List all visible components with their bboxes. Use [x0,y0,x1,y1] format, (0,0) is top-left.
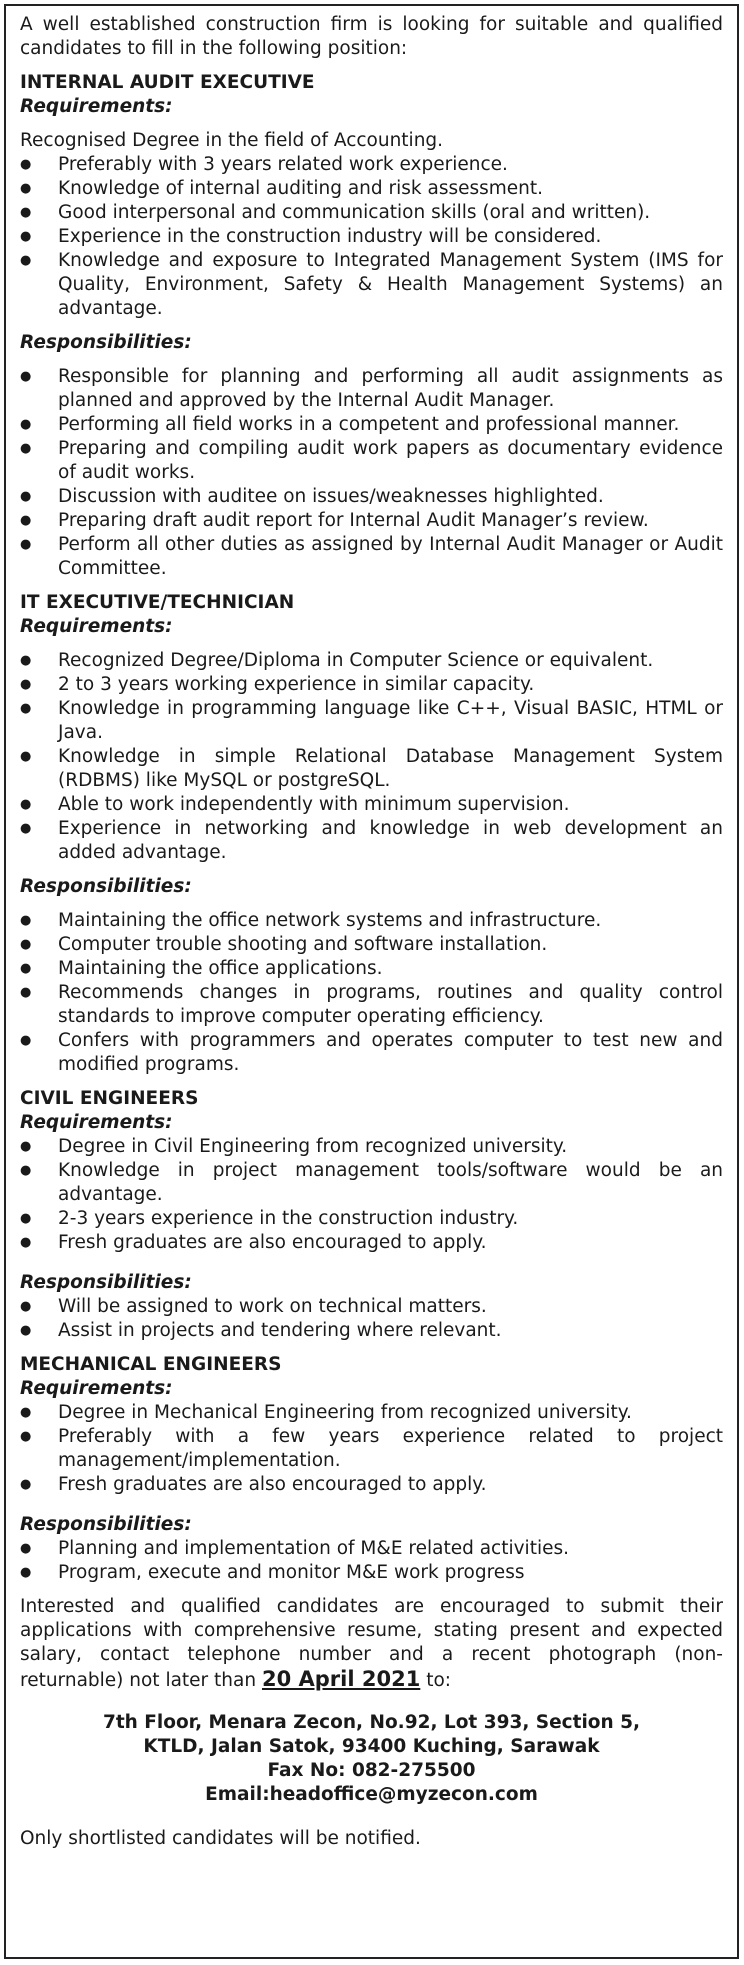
list-item: ● Assist in projects and tendering where relevant. [20,1319,723,1343]
list-item: ● 2-3 years experience in the construction industry. [20,1207,723,1231]
list-item: ● Discussion with auditee on issues/weaknesses highlighted. [20,485,723,509]
list-item: ● Preferably with 3 years related work experience. [20,153,723,177]
position-title: INTERNAL AUDIT EXECUTIVE [20,72,315,93]
requirements-list [20,1135,723,1255]
position-title: CIVIL ENGINEERS [20,1088,199,1109]
list-item: ● Degree in Mechanical Engineering from recognized university. [20,1401,723,1425]
list-item: ● Good interpersonal and communication skills (oral and written). [20,201,723,225]
responsibilities-list [20,909,723,1077]
intro-text: A well established construction firm is looking for suitable and qualified candidates to fill in the following position: [20,14,723,59]
email-address: Email:headoffice@myzecon.com [205,1784,538,1805]
position-internal-audit-executive [20,71,723,581]
closing-text-end: to: [426,1670,452,1691]
responsibilities-heading: Responsibilities: [20,332,192,353]
list-item: ● Knowledge in simple Relational Database Management System (RDBMS) like MySQL or postgreSQL. [20,745,723,793]
list-item: ● Perform all other duties as assigned by Internal Audit Manager or Audit Committee. [20,533,723,581]
list-item: ● Recognized Degree/Diploma in Computer Science or equivalent. [20,649,723,673]
list-item: ● Computer trouble shooting and software installation. [20,933,723,957]
requirements-heading: Requirements: [20,1112,173,1133]
position-title: MECHANICAL ENGINEERS [20,1354,282,1375]
footer-note: Only shortlisted candidates will be notified. [20,1828,421,1849]
responsibilities-heading: Responsibilities: [20,1272,192,1293]
requirements-heading: Requirements: [20,1378,173,1399]
responsibilities-heading: Responsibilities: [20,876,192,897]
list-item: ● Maintaining the office network systems and infrastructure. [20,909,723,933]
list-item: ● Performing all field works in a competent and professional manner. [20,413,723,437]
requirements-list [20,1401,723,1497]
list-item: ● Knowledge and exposure to Integrated Management System (IMS for Quality, Environment, Safety & Health Management Systems) an advantage. [20,249,723,321]
list-item: ● Fresh graduates are also encouraged to apply. [20,1231,723,1255]
list-item: ● Knowledge in project management tools/software would be an advantage. [20,1159,723,1207]
address-line: KTLD, Jalan Satok, 93400 Kuching, Sarawak [143,1736,600,1757]
advertisement-frame [4,4,739,1959]
list-item: ● Planning and implementation of M&E related activities. [20,1537,723,1561]
deadline-date: 20 April 2021 [261,1667,421,1691]
list-item: ● Confers with programmers and operates computer to test new and modified programs. [20,1029,723,1077]
list-item: ● Experience in networking and knowledge in web development an added advantage. [20,817,723,865]
requirements-heading: Requirements: [20,616,173,637]
list-item: ● Preparing draft audit report for Internal Audit Manager’s review. [20,509,723,533]
list-item: ● Responsible for planning and performing all audit assignments as planned and approved by the Internal Audit Manager. [20,365,723,413]
address-line: 7th Floor, Menara Zecon, No.92, Lot 393, Section 5, [102,1712,641,1733]
list-item: ● 2 to 3 years working experience in similar capacity. [20,673,723,697]
list-item: ● Knowledge of internal auditing and risk assessment. [20,177,723,201]
list-item: ● Fresh graduates are also encouraged to apply. [20,1473,723,1497]
responsibilities-list [20,1295,723,1343]
responsibilities-list [20,365,723,581]
requirements-lead: Recognised Degree in the field of Accounting. [20,130,444,151]
list-item: ● Knowledge in programming language like C++, Visual BASIC, HTML or Java. [20,697,723,745]
list-item: ● Program, execute and monitor M&E work progress [20,1561,723,1585]
list-item: ● Preparing and compiling audit work papers as documentary evidence of audit works. [20,437,723,485]
requirements-list [20,153,723,321]
requirements-list [20,649,723,865]
closing-paragraph [20,1595,723,1693]
position-mechanical-engineers [20,1353,723,1585]
list-item: ● Preferably with a few years experience related to project management/implementation. [20,1425,723,1473]
responsibilities-list [20,1537,723,1585]
fax-number: Fax No: 082-275500 [267,1760,476,1781]
closing-text: Interested and qualified candidates are encouraged to submit their applications with comprehensive resume, stating present and expected salary, contact telephone number and a recent photograph (non-returnable) not later than [20,1596,723,1691]
list-item: ● Maintaining the office applications. [20,957,723,981]
list-item: ● Degree in Civil Engineering from recognized university. [20,1135,723,1159]
position-civil-engineers [20,1087,723,1343]
requirements-heading: Requirements: [20,96,173,117]
position-it-executive [20,591,723,1077]
list-item: ● Able to work independently with minimum supervision. [20,793,723,817]
list-item: ● Experience in the construction industry will be considered. [20,225,723,249]
list-item: ● Will be assigned to work on technical matters. [20,1295,723,1319]
list-item: ● Recommends changes in programs, routines and quality control standards to improve computer operating efficiency. [20,981,723,1029]
position-title: IT EXECUTIVE/TECHNICIAN [20,592,295,613]
company-address [20,1711,723,1807]
responsibilities-heading: Responsibilities: [20,1514,192,1535]
